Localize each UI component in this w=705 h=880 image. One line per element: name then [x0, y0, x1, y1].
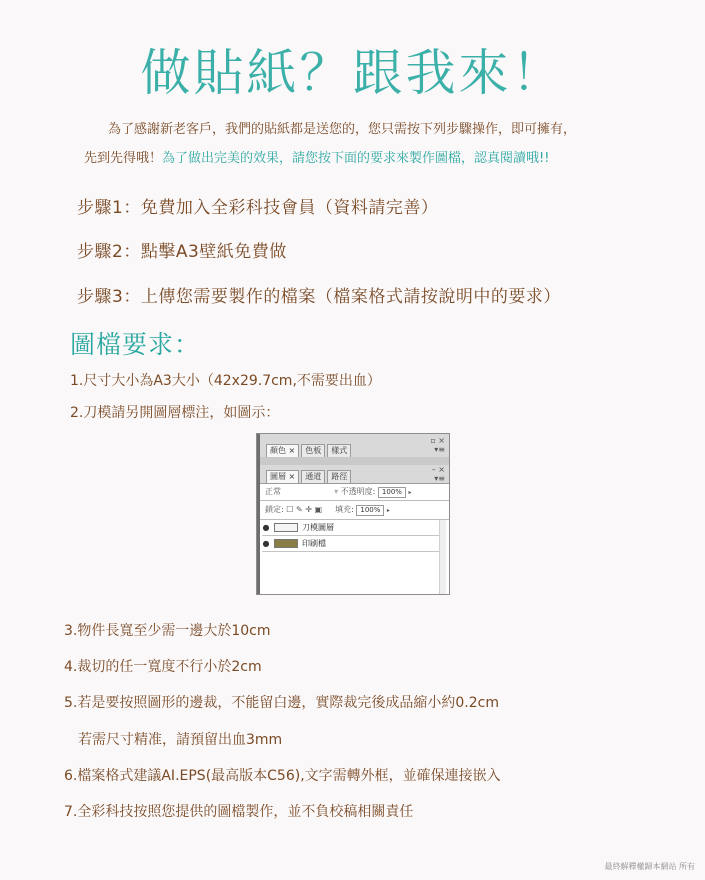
- layer-row: [262, 536, 439, 552]
- layers-controls-icon: – × ▾≡: [431, 465, 445, 483]
- requirement-7: 7.全彩科技按照您提供的圖檔製作，並不負校稿相關責任: [64, 804, 414, 820]
- requirement-4: 4.裁切的任一寬度不行小於2cm: [64, 659, 262, 675]
- fill-label: 填充:: [335, 505, 354, 514]
- layers-panel-illustration: [256, 433, 450, 595]
- blend-mode-select: 正常: [265, 487, 281, 496]
- panel-scrollbar: [439, 520, 446, 594]
- tab-swatches: 色板: [301, 444, 325, 457]
- intro-line-2: [84, 149, 549, 169]
- lock-row: 鎖定: ☐ ✎ ✛ ▣ 填充: 100% ▸: [265, 505, 390, 514]
- tab-color: 顏色 ×: [266, 444, 299, 457]
- layer-thumbnail: [274, 539, 298, 548]
- footer-note: 最終解釋權歸本網站 所有: [604, 862, 695, 871]
- requirements-heading: 圖檔要求：: [70, 330, 201, 359]
- layer-name: 刀模圖層: [302, 523, 334, 532]
- requirement-5-note: 若需尺寸精准，請預留出血3mm: [78, 732, 283, 748]
- tab-layers: 圖層 ×: [266, 470, 299, 483]
- step-2: 步驟2：點擊A3壁紙免費做: [77, 242, 287, 262]
- opacity-label: 不透明度:: [340, 487, 376, 496]
- layer-thumbnail: [274, 523, 298, 532]
- tab-paths: 路徑: [327, 470, 351, 483]
- color-panel-header: [260, 434, 449, 458]
- opacity-value: 100%: [378, 487, 406, 498]
- layer-name: 印刷檔: [302, 539, 326, 548]
- intro-line-2-lead: 先到先得哦！: [84, 151, 163, 166]
- layers-panel-header: [260, 465, 449, 484]
- tab-styles: 樣式: [327, 444, 351, 457]
- panel-divider: [260, 500, 449, 501]
- page-title: 做貼紙？跟我來！: [140, 44, 565, 102]
- blend-row: 正常 ▾ 不透明度: 100% ▸: [265, 487, 412, 496]
- panel-controls-icon: ▫ × ▾≡: [430, 436, 445, 454]
- layer-row: [262, 520, 439, 536]
- eye-icon: ●: [262, 539, 270, 548]
- lock-label: 鎖定:: [265, 505, 284, 514]
- fill-value: 100%: [356, 505, 384, 516]
- requirement-3: 3.物件長寬至少需一邊大於10cm: [64, 623, 271, 639]
- requirement-6: 6.檔案格式建議AI.EPS(最高版本C56),文字需轉外框，並確保連接嵌入: [64, 768, 501, 784]
- lock-options-icon: ☐ ✎ ✛ ▣: [286, 505, 323, 514]
- step-1: 步驟1：免費加入全彩科技會員（資料請完善）: [77, 198, 439, 218]
- eye-icon: ●: [262, 523, 270, 532]
- requirement-2: 2.刀模請另開圖層標注，如圖示：: [70, 405, 280, 421]
- step-3: 步驟3：上傳您需要製作的檔案（檔案格式請按說明中的要求）: [77, 287, 561, 307]
- requirement-5: 5.若是要按照圖形的邊裁，不能留白邊，實際裁完後成品縮小約0.2cm: [64, 695, 499, 711]
- panel-gap-bar: [260, 457, 449, 465]
- intro-line-1: 為了感謝新老客戶，我們的貼紙都是送您的，您只需按下列步驟操作，即可擁有，: [108, 122, 577, 137]
- tab-channels: 通道: [301, 470, 325, 483]
- intro-line-2-highlight: 為了做出完美的效果，請您按下面的要求來製作圖檔，認真閱讀哦!!: [162, 151, 550, 166]
- requirement-1: 1.尺寸大小為A3大小（42x29.7cm,不需要出血）: [70, 373, 381, 389]
